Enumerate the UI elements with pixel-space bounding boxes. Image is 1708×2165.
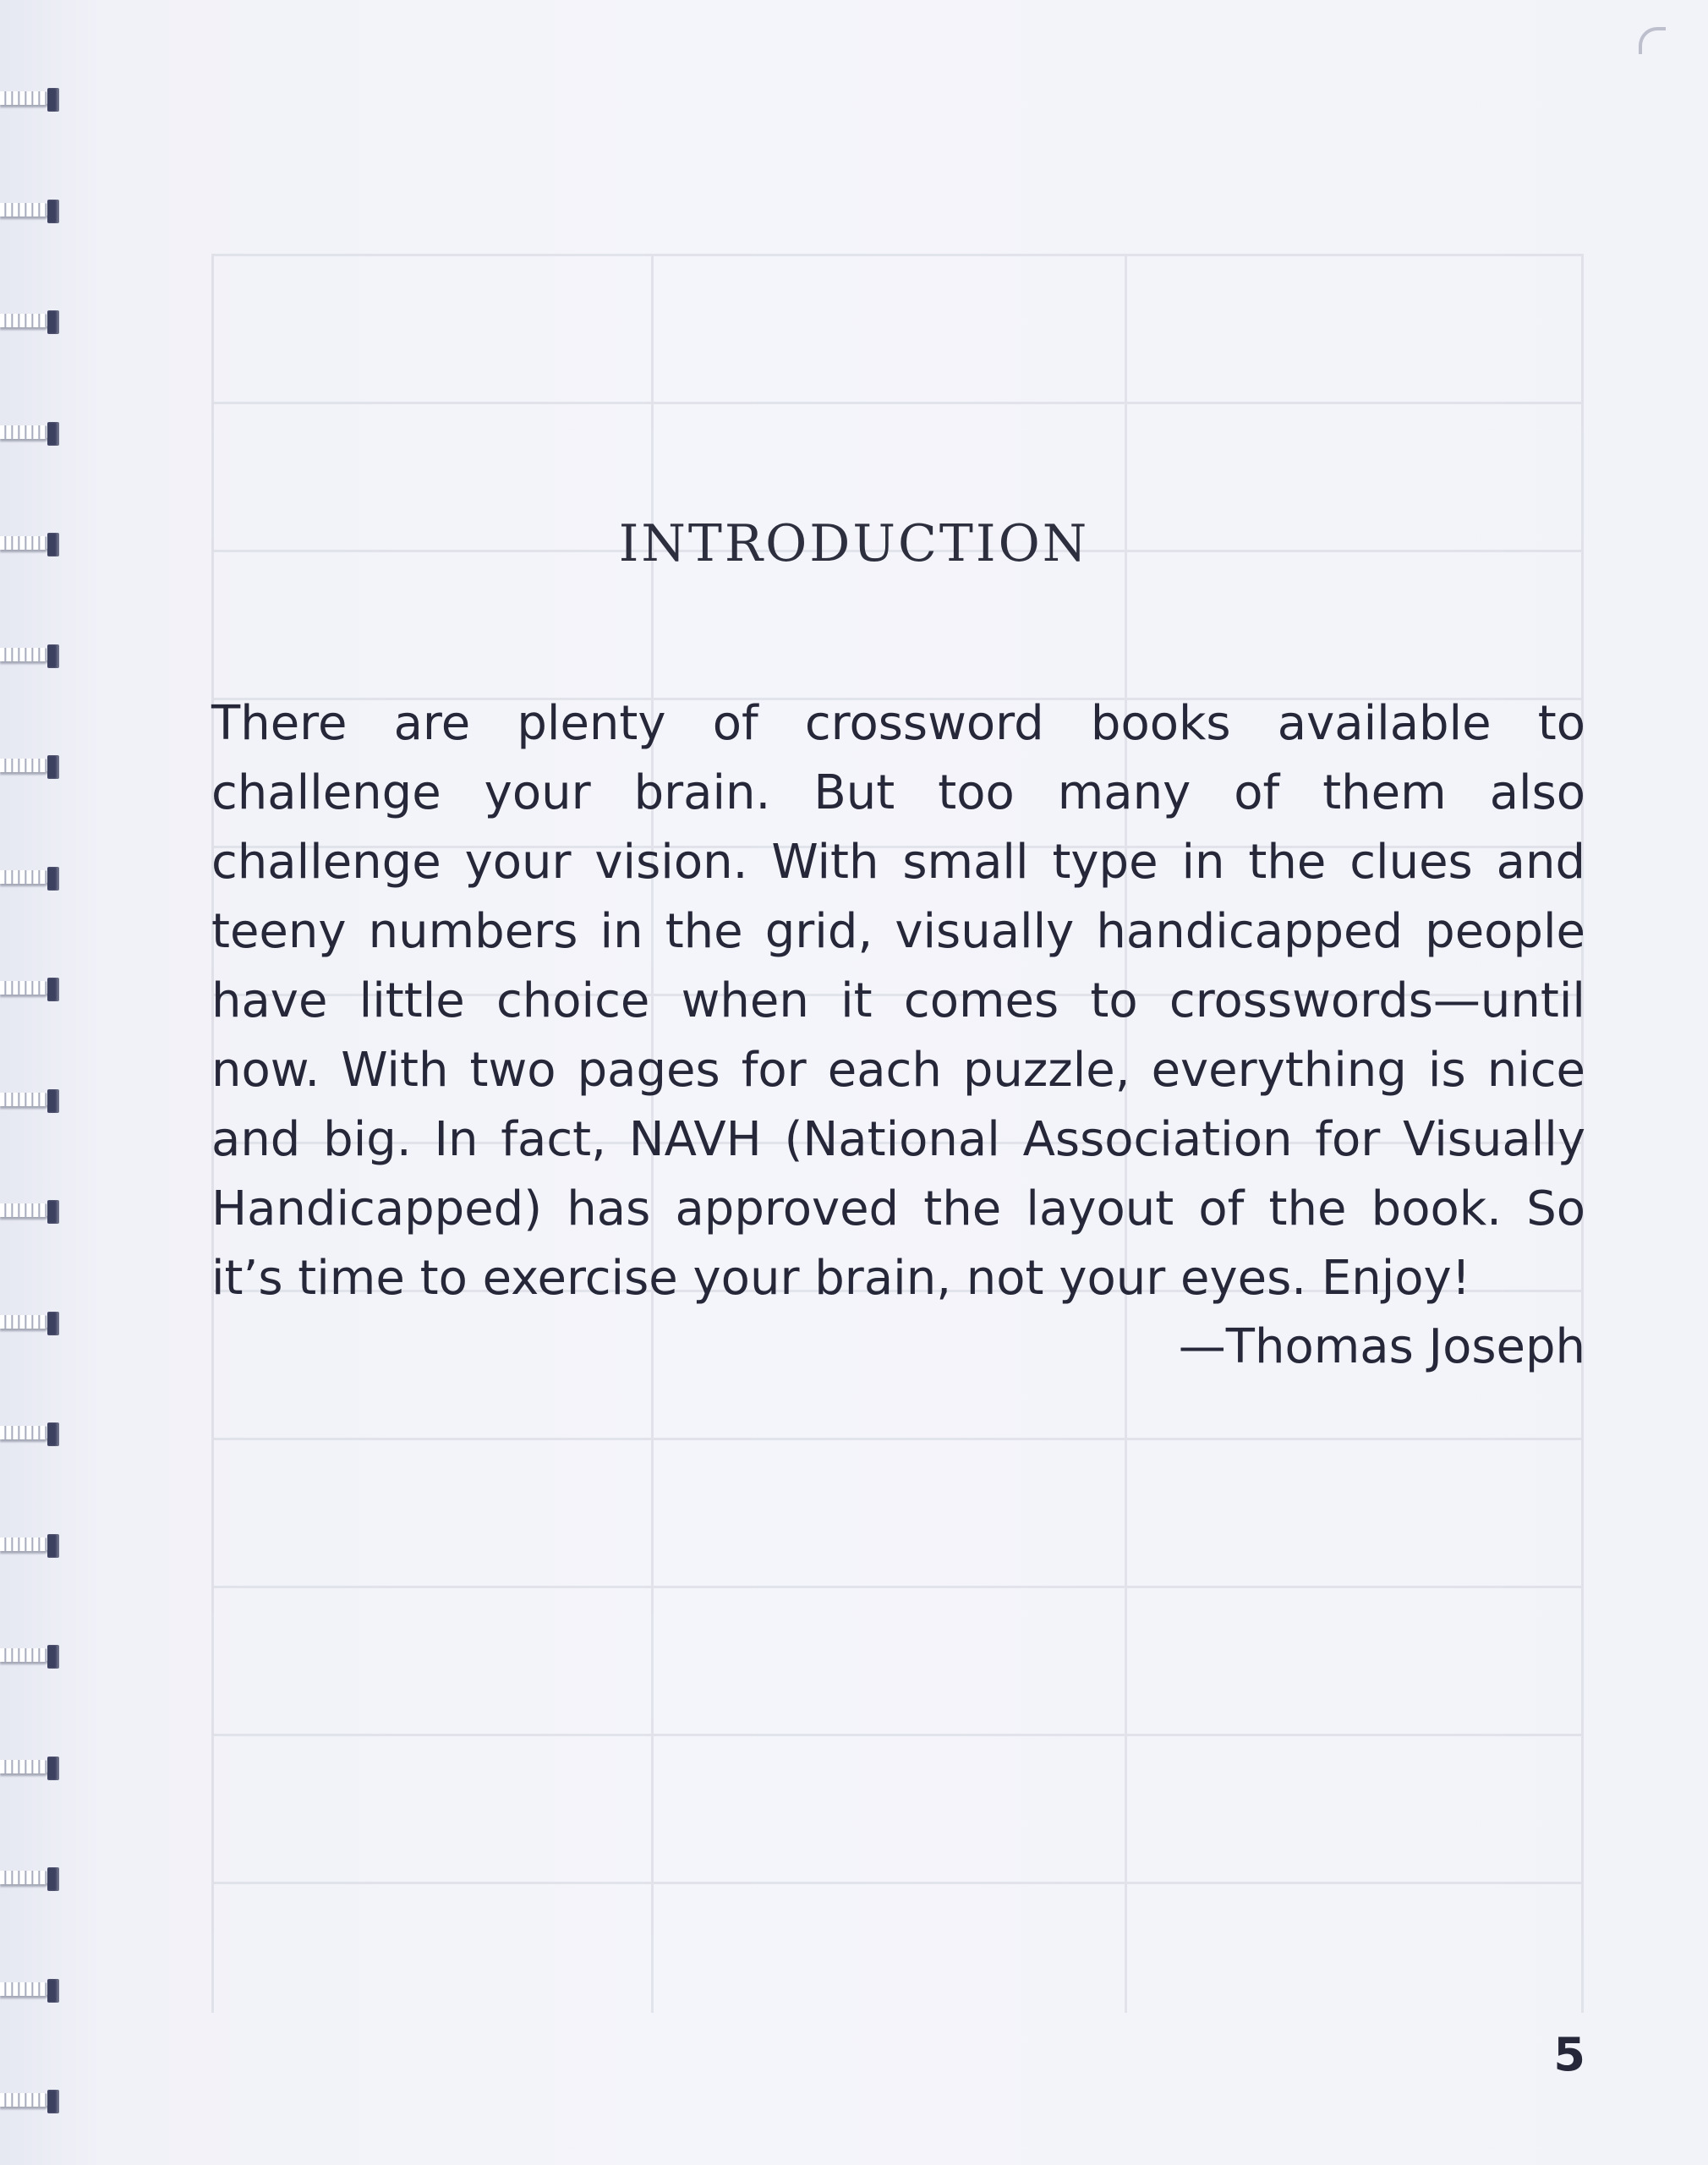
introduction-paragraph: There are plenty of crossword books available to challenge your brain. But too many of them also challenge your vision. With small type in the clues and teeny numbers in the grid, visually handicapped people have little choice when it comes to crosswords—until now. With two pages for each puzzle, everything is nice and big. In fact, NAVH (National Association for Visually Handicapped) has approved the layout of the book. So it’s time to exercise your brain, not your eyes. Enjoy!	[211, 696, 1585, 1306]
ghost-line	[211, 254, 1581, 256]
coil-wire	[0, 314, 49, 327]
binding-coil	[0, 1753, 63, 1782]
binding-coil	[0, 1197, 63, 1225]
binding-coil	[0, 2086, 63, 2115]
coil-wire	[0, 1760, 49, 1773]
binding-coil	[0, 1976, 63, 2004]
coil-wire	[0, 1093, 49, 1106]
punch-hole	[47, 978, 59, 1001]
binding-coil	[0, 1531, 63, 1559]
binding-coil	[0, 863, 63, 892]
punch-hole	[47, 1200, 59, 1224]
binding-coil	[0, 1308, 63, 1337]
coil-wire	[0, 981, 49, 995]
author-signature: —Thomas Joseph	[1178, 1319, 1585, 1374]
punch-hole	[47, 1534, 59, 1558]
coil-wire	[0, 1426, 49, 1439]
binding-coil	[0, 419, 63, 447]
punch-hole	[47, 1979, 59, 2003]
ghost-line	[211, 1734, 1581, 1736]
coil-wire	[0, 870, 49, 884]
coil-wire	[0, 425, 49, 439]
spiral-binding	[0, 0, 76, 2165]
binding-coil	[0, 307, 63, 336]
coil-wire	[0, 1648, 49, 1662]
punch-hole	[47, 1867, 59, 1891]
coil-wire	[0, 1315, 49, 1329]
coil-wire	[0, 91, 49, 105]
binding-coil	[0, 1419, 63, 1448]
punch-hole	[47, 867, 59, 891]
binding-coil	[0, 196, 63, 225]
ghost-line	[211, 1882, 1581, 1884]
binding-coil	[0, 641, 63, 670]
punch-hole	[47, 755, 59, 779]
punch-hole	[47, 1757, 59, 1780]
punch-hole	[47, 1645, 59, 1669]
ghost-line	[211, 1586, 1581, 1588]
punch-hole	[47, 200, 59, 223]
coil-wire	[0, 1537, 49, 1551]
punch-hole	[47, 1422, 59, 1446]
page-corner-curl	[1639, 27, 1666, 54]
coil-wire	[0, 759, 49, 772]
coil-wire	[0, 648, 49, 661]
binding-coil	[0, 752, 63, 781]
ghost-line	[211, 1438, 1581, 1440]
punch-hole	[47, 88, 59, 112]
coil-wire	[0, 203, 49, 216]
binding-coil	[0, 85, 63, 113]
punch-hole	[47, 310, 59, 334]
punch-hole	[47, 644, 59, 668]
page-number: 5	[1553, 2028, 1585, 2081]
punch-hole	[47, 1312, 59, 1335]
coil-wire	[0, 2093, 49, 2107]
ghost-line	[211, 402, 1581, 404]
binding-coil	[0, 1864, 63, 1893]
page-title: INTRODUCTION	[618, 514, 1090, 573]
coil-wire	[0, 1871, 49, 1884]
punch-hole	[47, 1089, 59, 1113]
binding-coil	[0, 1086, 63, 1115]
punch-hole	[47, 2090, 59, 2113]
binding-coil	[0, 1642, 63, 1670]
binding-coil	[0, 974, 63, 1003]
coil-wire	[0, 1203, 49, 1217]
coil-wire	[0, 1982, 49, 1996]
punch-hole	[47, 422, 59, 446]
